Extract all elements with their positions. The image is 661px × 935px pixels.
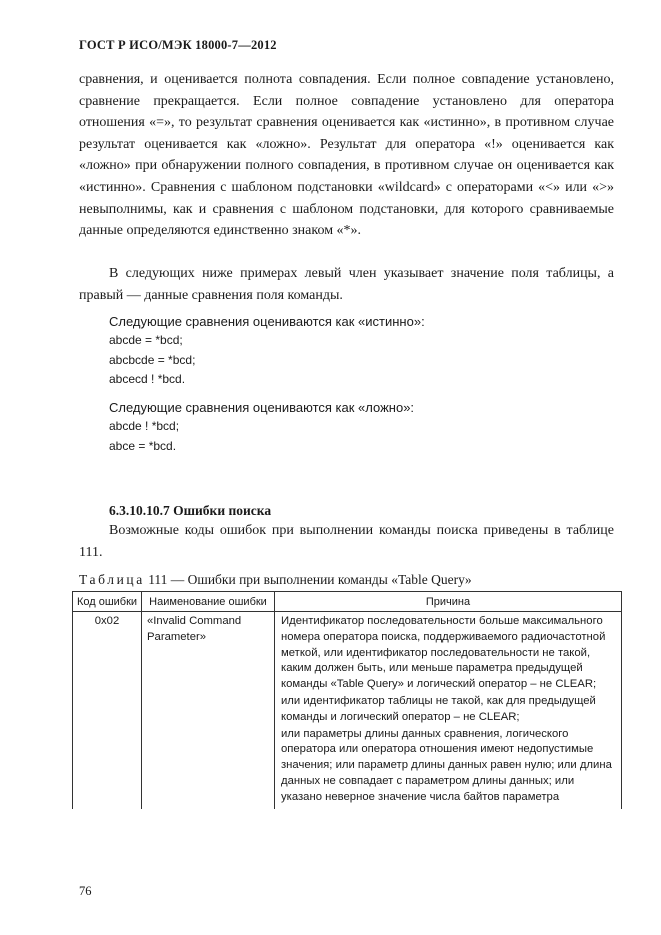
table-caption-label: Таблица — [79, 572, 145, 587]
example-line: abcde = *bcd; — [109, 333, 183, 347]
table-header-row — [73, 592, 622, 612]
example-line: abcbcde = *bcd; — [109, 352, 196, 367]
table-row — [73, 612, 622, 809]
example-line: abcde ! *bcd; — [109, 419, 180, 433]
document-header: ГОСТ Р ИСО/МЭК 18000-7—2012 — [79, 38, 277, 52]
cell-code: 0x02 — [73, 612, 142, 809]
paragraph-error-codes: Возможные коды ошибок при выполнении команды поиска приведены в таблице 111. — [79, 523, 614, 560]
examples-true-title: Следующие сравнения оцениваются как «истинно»: — [109, 314, 425, 329]
examples-true-block — [109, 313, 425, 390]
header-reason: Причина — [275, 592, 622, 612]
example-line: abce = *bcd. — [109, 438, 177, 453]
examples-false-title: Следующие сравнения оцениваются как «ложно»: — [109, 400, 415, 415]
examples-false-block — [109, 399, 414, 456]
cell-name: «Invalid Command Parameter» — [142, 612, 275, 809]
paragraph-examples-intro: В следующих ниже примерах левый член указывает значение поля таблицы, а правый — данные сравнения поля команды. — [79, 266, 614, 303]
example-line: abcecd ! *bcd. — [109, 372, 186, 386]
table-caption-text: 111 — Ошибки при выполнении команды «Table Query» — [148, 572, 472, 587]
reason-part: или идентификатор таблицы не такой, как для предыдущей команды и логический оператор – не CLEAR; — [281, 694, 596, 723]
table-caption — [79, 572, 472, 588]
header-name: Наименование ошибки — [142, 592, 275, 612]
errors-table — [72, 591, 622, 809]
section-heading: 6.3.10.10.7 Ошибки поиска — [109, 503, 272, 518]
cell-reason — [275, 612, 622, 809]
header-code: Код ошибки — [73, 592, 142, 612]
paragraph-comparison-rules: сравнения, и оценивается полнота совпадения. Если полное совпадение установлено, сравнение прекращается. Если полное совпадение установлено для оператора отношения «=», то результат сравнения оценивается как «истинно», в противном случае результат оценивается как «ложно». Результат для оператора «!» оценивается как «ложно» при обнаружении полного совпадения, в противном случае он оценивается как «истинно». Сравнения с шаблоном подстановки «wildcard» с операторами «<» или «>» невыполнимы, как и сравнения с шаблоном подстановки, для которого сравниваемые данные определяются единственно знаком «*». — [79, 72, 614, 239]
reason-part: или параметры длины данных сравнения, логического оператора или оператора отношения имеют недопустимые значения; или параметр длины данных равен нулю; или длина данных не совпадает с параметром длины данных; или указано неверное значение числа байтов параметра — [281, 727, 612, 803]
reason-part: Идентификатор последовательности больше максимального номера оператора поиска, поддерживаемого радиочастотной меткой, или идентификатор последовательности не такой, каким должен быть, или меньше параметра предыдущей команды «Table Query» и логический оператор – не CLEAR; — [281, 615, 606, 691]
page-number: 76 — [79, 884, 92, 898]
